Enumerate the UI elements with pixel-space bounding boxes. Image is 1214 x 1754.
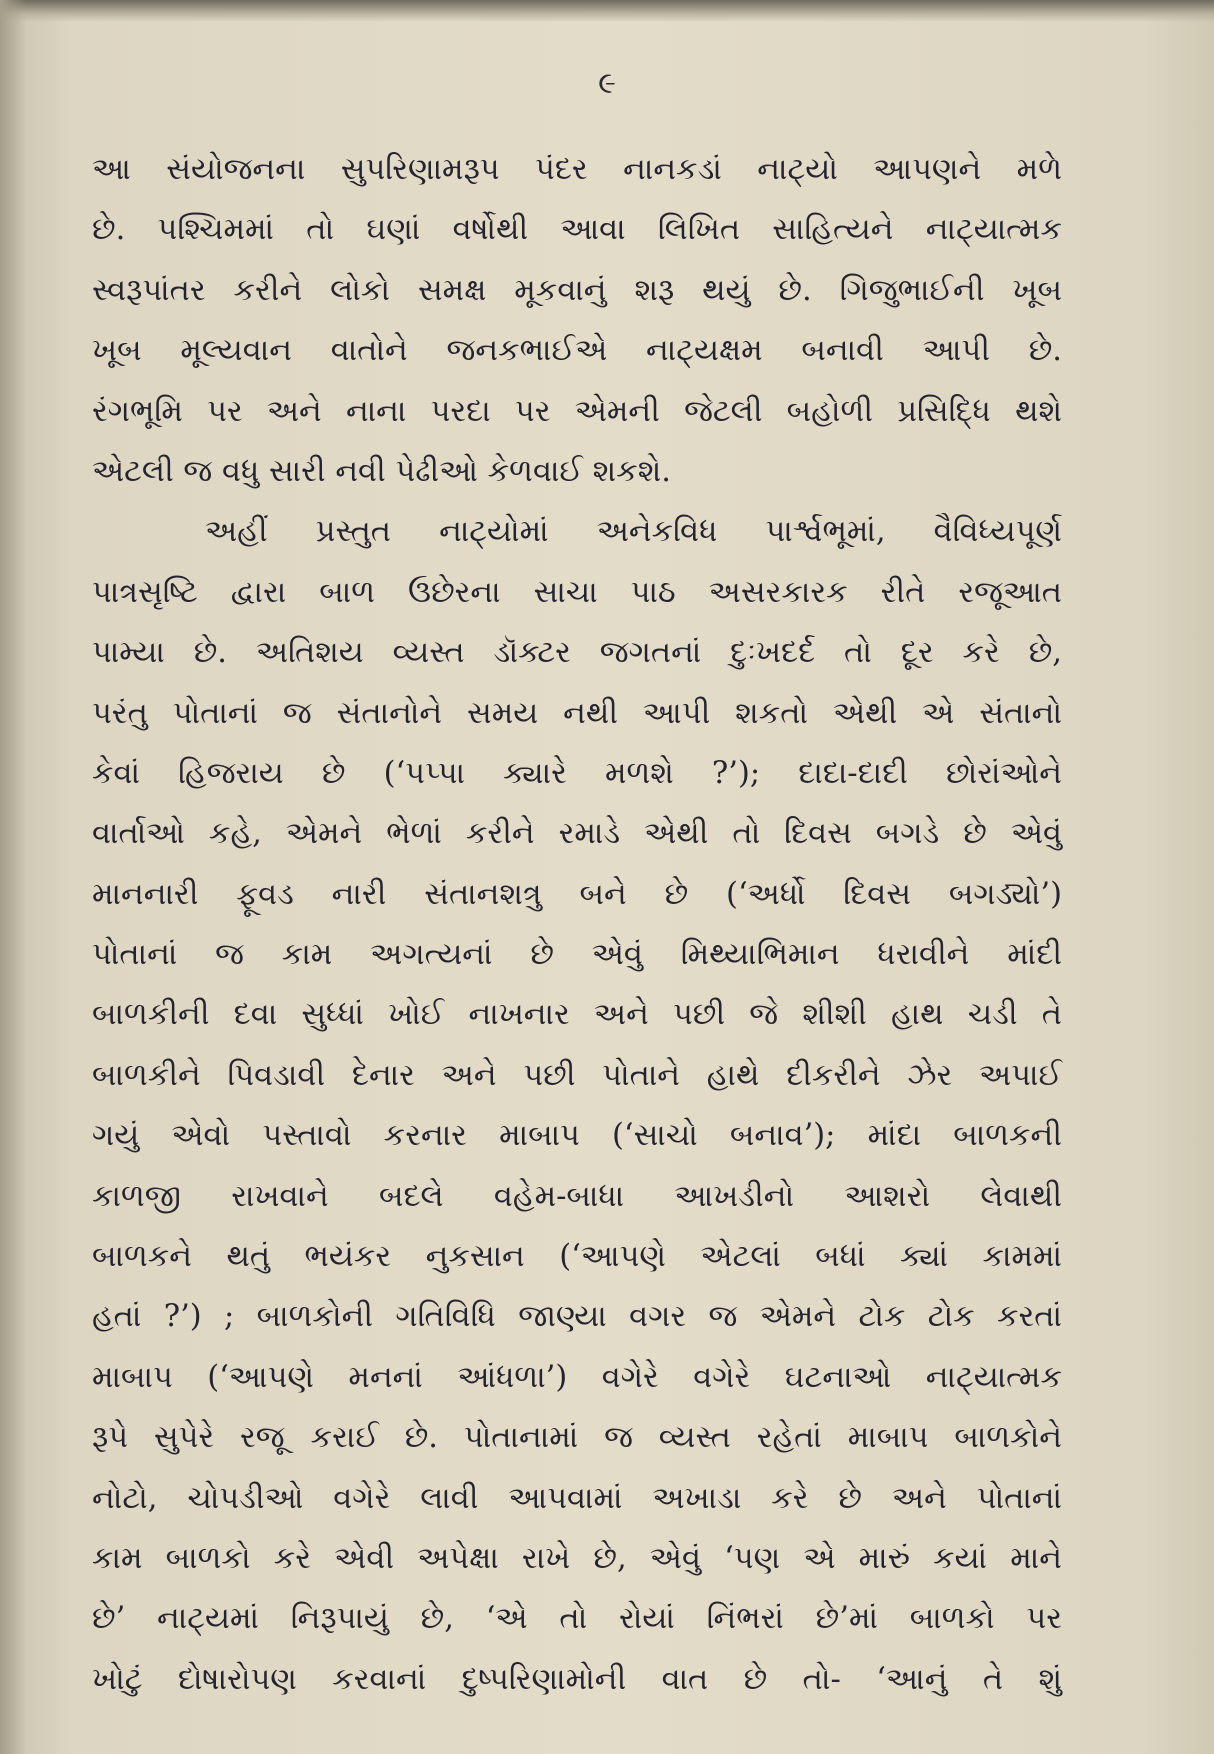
text-line: રૂપે સુપેરે રજૂ કરાઈ છે. પોતાનામાં જ વ્યસ્ત રહેતાં માબાપ બાળકોને [92,1420,1062,1456]
text-line: કેવાં હિજરાય છે (‘પપ્પા ક્યારે મળશે ?’); દાદા-દાદી છોરાંઓને [92,755,1062,791]
text-line: આ સંયોજનના સુપરિણામરૂપ પંદર નાનકડાં નાટ્યો આપણને મળે [92,152,1062,187]
text-line: રંગભૂમિ પર અને નાના પરદા પર એમની જેટલી બહોળી પ્રસિદ્ધિ થશે [92,393,1062,429]
text-line: ખોટું દોષારોપણ કરવાનાં દુષ્પરિણામોની વાત છે તો- ‘આનું તે શું [92,1661,1062,1697]
text-line: બાળકને થતું ભયંકર નુકસાન (‘આપણે એટલાં બધાં ક્યાં કામમાં [92,1239,1062,1275]
text-line: પાત્રસૃષ્ટિ દ્વારા બાળ ઉછેરના સાચા પાઠ અસરકારક રીતે રજૂઆત [92,574,1062,610]
text-line: વાર્તાઓ કહે, એમને ભેળાં કરીને રમાડે એથી તો દિવસ બગડે છે એવું [92,816,1062,852]
text-line: એટલી જ વધુ સારી નવી પેઢીઓ કેળવાઈ શકશે. [92,453,671,489]
text-line: છે’ નાટ્યમાં નિરૂપાયું છે, ‘એ તો રોયાં નિંભરાં છે’માં બાળકો પર [92,1601,1062,1637]
text-line: માનનારી ફૂવડ નારી સંતાનશત્રુ બને છે (‘અર્ધો દિવસ બગડ્યો’) [92,876,1062,912]
text-line: નોટો, ચોપડીઓ વગેરે લાવી આપવામાં અખાડા કરે છે અને પોતાનાં [92,1480,1062,1516]
text-line: કામ બાળકો કરે એવી અપેક્ષા રાખે છે, એવું ‘પણ એ મારું કયાં માને [92,1540,1062,1576]
text-line: પોતાનાં જ કામ અગત્યનાં છે એવું મિથ્યાભિમાન ધરાવીને માંદી [92,937,1062,973]
text-line: કાળજી રાખવાને બદલે વહેમ-બાધા આખડીનો આશરો લેવાથી [92,1178,1062,1214]
text-line: હતાં ?’) ; બાળકોની ગતિવિધિ જાણ્યા વગર જ એમને ટોક ટોક કરતાં [92,1299,1062,1335]
text-line: પામ્યા છે. અતિશય વ્યસ્ત ડૉક્ટર જગતનાં દુઃખદર્દ તો દૂર કરે છે, [92,635,1062,671]
text-line: બાળકીની દવા સુધ્ધાં ખોઈ નાખનાર અને પછી જે શીશી હાથ ચડી તે [92,997,1062,1033]
text-line: છે. પશ્ચિમમાં તો ઘણાં વર્ષોથી આવા લિખિત સાહિત્યને નાટ્યાત્મક [92,212,1062,248]
text-line: પરંતુ પોતાનાં જ સંતાનોને સમય નથી આપી શકતો એથી એ સંતાનો [92,695,1062,731]
text-line: ખૂબ મૂલ્યવાન વાતોને જનકભાઈએ નાટ્યક્ષમ બનાવી આપી છે. [92,333,1062,369]
page-number: ૯ [598,66,616,101]
body-text [92,140,1062,1710]
text-line: અહીં પ્રસ્તુત નાટ્યોમાં અનેકવિધ પાર્શ્વભૂમાં, વૈવિધ્યપૂર્ણ [205,514,1062,550]
text-line: ગયું એવો પસ્તાવો કરનાર માબાપ (‘સાચો બનાવ’); માંદા બાળકની [92,1118,1062,1154]
text-line: બાળકીને પિવડાવી દેનાર અને પછી પોતાને હાથે દીકરીને ઝેર અપાઈ [92,1057,1062,1093]
text-line: સ્વરૂપાંતર કરીને લોકો સમક્ષ મૂકવાનું શરૂ થયું છે. ગિજુભાઈની ખૂબ [92,272,1062,308]
text-line: માબાપ (‘આપણે મનનાં આંધળા’) વગેરે વગેરે ઘટનાઓ નાટ્યાત્મક [92,1359,1062,1395]
